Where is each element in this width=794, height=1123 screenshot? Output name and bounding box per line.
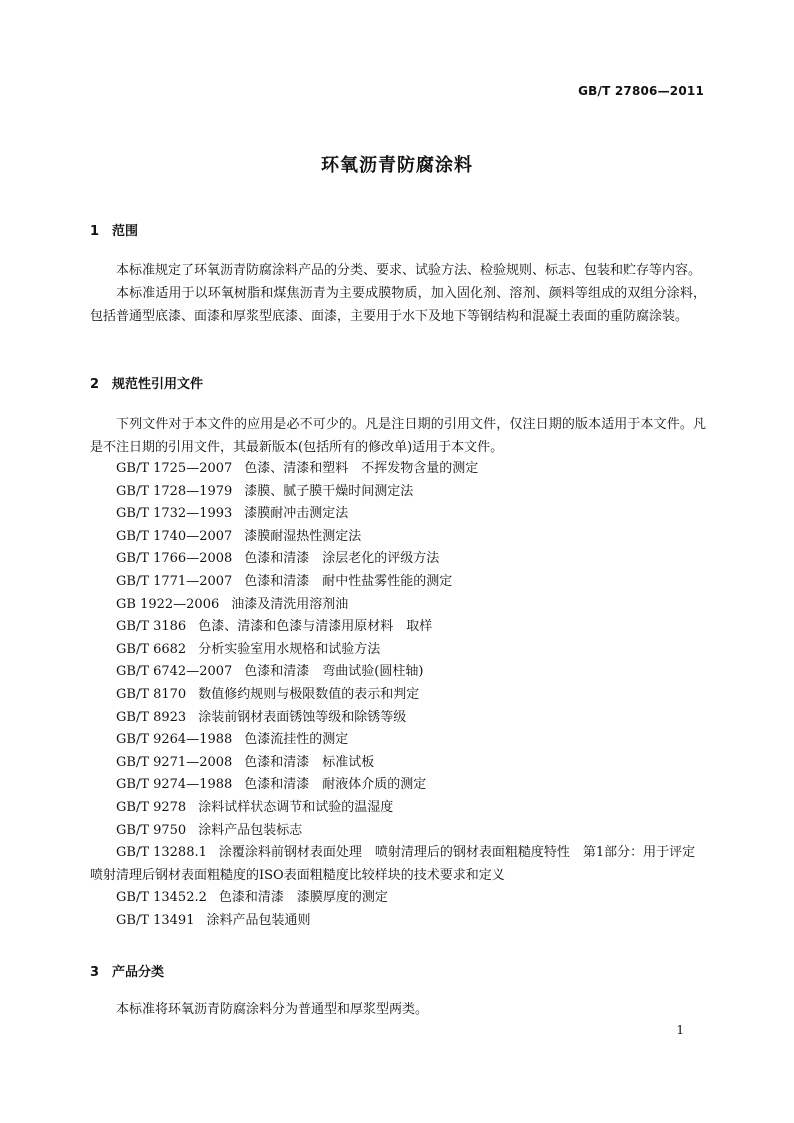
reference-title: 色漆和清漆 耐液体介质的测定 [244,777,427,793]
reference-item [90,548,706,571]
document-title: 环氧沥青防腐涂料 [321,155,473,176]
reference-title: 涂料试样状态调节和试验的温湿度 [198,799,394,815]
reference-code: GB/T 1732—1993 [116,506,233,522]
section-title: 范围 [112,224,139,239]
reference-item [90,797,706,820]
page-number: 1 [676,1023,684,1037]
reference-code: GB/T 8923 [116,709,187,725]
reference-title: 色漆流挂性的测定 [244,732,349,748]
reference-code: GB/T 9750 [116,822,187,838]
reference-code: GB 1922—2006 [116,596,220,612]
reference-code: GB/T 8170 [116,686,187,702]
section-title: 规范性引用文件 [112,377,204,392]
reference-title: 漆膜耐湿热性测定法 [244,528,362,544]
reference-item [90,752,706,775]
scope-paragraph-1: 本标准规定了环氧沥青防腐涂料产品的分类、要求、试验方法、检验规则、标志、包装和贮存等内容。 [116,263,702,278]
reference-item [90,481,706,504]
standard-number: GB/T 27806—2011 [578,84,704,98]
reference-item [90,774,706,797]
reference-item [90,661,706,684]
reference-title: 涂料产品包装标志 [198,822,303,838]
section-number: 1 [90,224,100,239]
reference-item [90,729,706,752]
reference-title: 色漆、清漆和塑料 不挥发物含量的测定 [244,461,479,476]
reference-title: 涂覆涂料前钢材表面处理 喷射清理后的钢材表面粗糙度特性 第1部分：用于评定喷射清理后钢材表面粗糙度的ISO表面粗糙度比较样块的技术要求和定义 [90,845,696,883]
reference-code: GB/T 13491 [116,912,195,928]
reference-code: GB/T 6682 [116,641,187,657]
reference-title: 色漆和清漆 弯曲试验(圆柱轴) [244,664,424,680]
reference-code: GB/T 13452.2 [116,890,207,906]
reference-title: 色漆、清漆和色漆与清漆用原材料 取样 [198,619,433,635]
reference-title: 色漆和清漆 耐中性盐雾性能的测定 [244,573,453,589]
reference-code: GB/T 9278 [116,799,187,815]
reference-title: 数值修约规则与极限数值的表示和判定 [198,686,420,702]
reference-title: 色漆和清漆 漆膜厚度的测定 [218,890,388,906]
reference-item [90,887,706,910]
section-2-heading [90,373,203,392]
reference-code: GB/T 1728—1979 [116,483,233,499]
reference-item [90,820,706,843]
section-number: 2 [90,377,100,392]
reference-item [90,639,706,662]
reference-title: 分析实验室用水规格和试验方法 [198,641,381,657]
reference-title: 漆膜耐冲击测定法 [244,506,349,522]
reference-item [90,503,706,526]
reference-title: 涂装前钢材表面锈蚀等级和除锈等级 [198,709,407,725]
reference-item [90,526,706,549]
reference-code: GB/T 13288.1 [116,845,207,861]
reference-code: GB/T 3186 [116,619,187,635]
section-title: 产品分类 [112,965,165,980]
reference-item [90,594,706,617]
reference-item [90,458,706,481]
scope-paragraph-2: 本标准适用于以环氧树脂和煤焦沥青为主要成膜物质，加入固化剂、溶剂、颜料等组成的双组分涂料，包括普通型底漆、面漆和厚浆型底漆、面漆，主要用于水下及地下等钢结构和混凝土表面的重防腐涂装。 [90,286,706,324]
reference-item [90,842,706,887]
section-number: 3 [90,965,100,980]
reference-item [90,684,706,707]
section-3-heading [90,961,164,980]
reference-code: GB/T 9274—1988 [116,777,233,793]
reference-title: 涂料产品包装通则 [206,912,311,928]
reference-code: GB/T 1766—2008 [116,551,233,567]
reference-item [90,910,706,933]
classification-paragraph: 本标准将环氧沥青防腐涂料分为普通型和厚浆型两类。 [116,1002,429,1017]
reference-title: 色漆和清漆 涂层老化的评级方法 [244,551,440,567]
reference-code: GB/T 9264—1988 [116,732,233,748]
references-intro-paragraph: 下列文件对于本文件的应用是必不可少的。凡是注日期的引用文件，仅注日期的版本适用于本文件。凡是不注日期的引用文件，其最新版本(包括所有的修改单)适用于本文件。 [90,417,706,455]
reference-item [90,571,706,594]
reference-title: 油漆及清洗用溶剂油 [231,596,349,612]
reference-code: GB/T 9271—2008 [116,754,233,770]
reference-code: GB/T 1771—2007 [116,573,233,589]
reference-code: GB/T 6742—2007 [116,664,233,680]
reference-code: GB/T 1740—2007 [116,528,233,544]
reference-item [90,616,706,639]
reference-code: GB/T 1725—2007 [116,461,233,476]
section-1-heading [90,220,138,239]
reference-title: 色漆和清漆 标准试板 [244,754,375,770]
normative-references-list [90,458,706,932]
reference-item [90,707,706,730]
reference-title: 漆膜、腻子膜干燥时间测定法 [244,483,414,499]
